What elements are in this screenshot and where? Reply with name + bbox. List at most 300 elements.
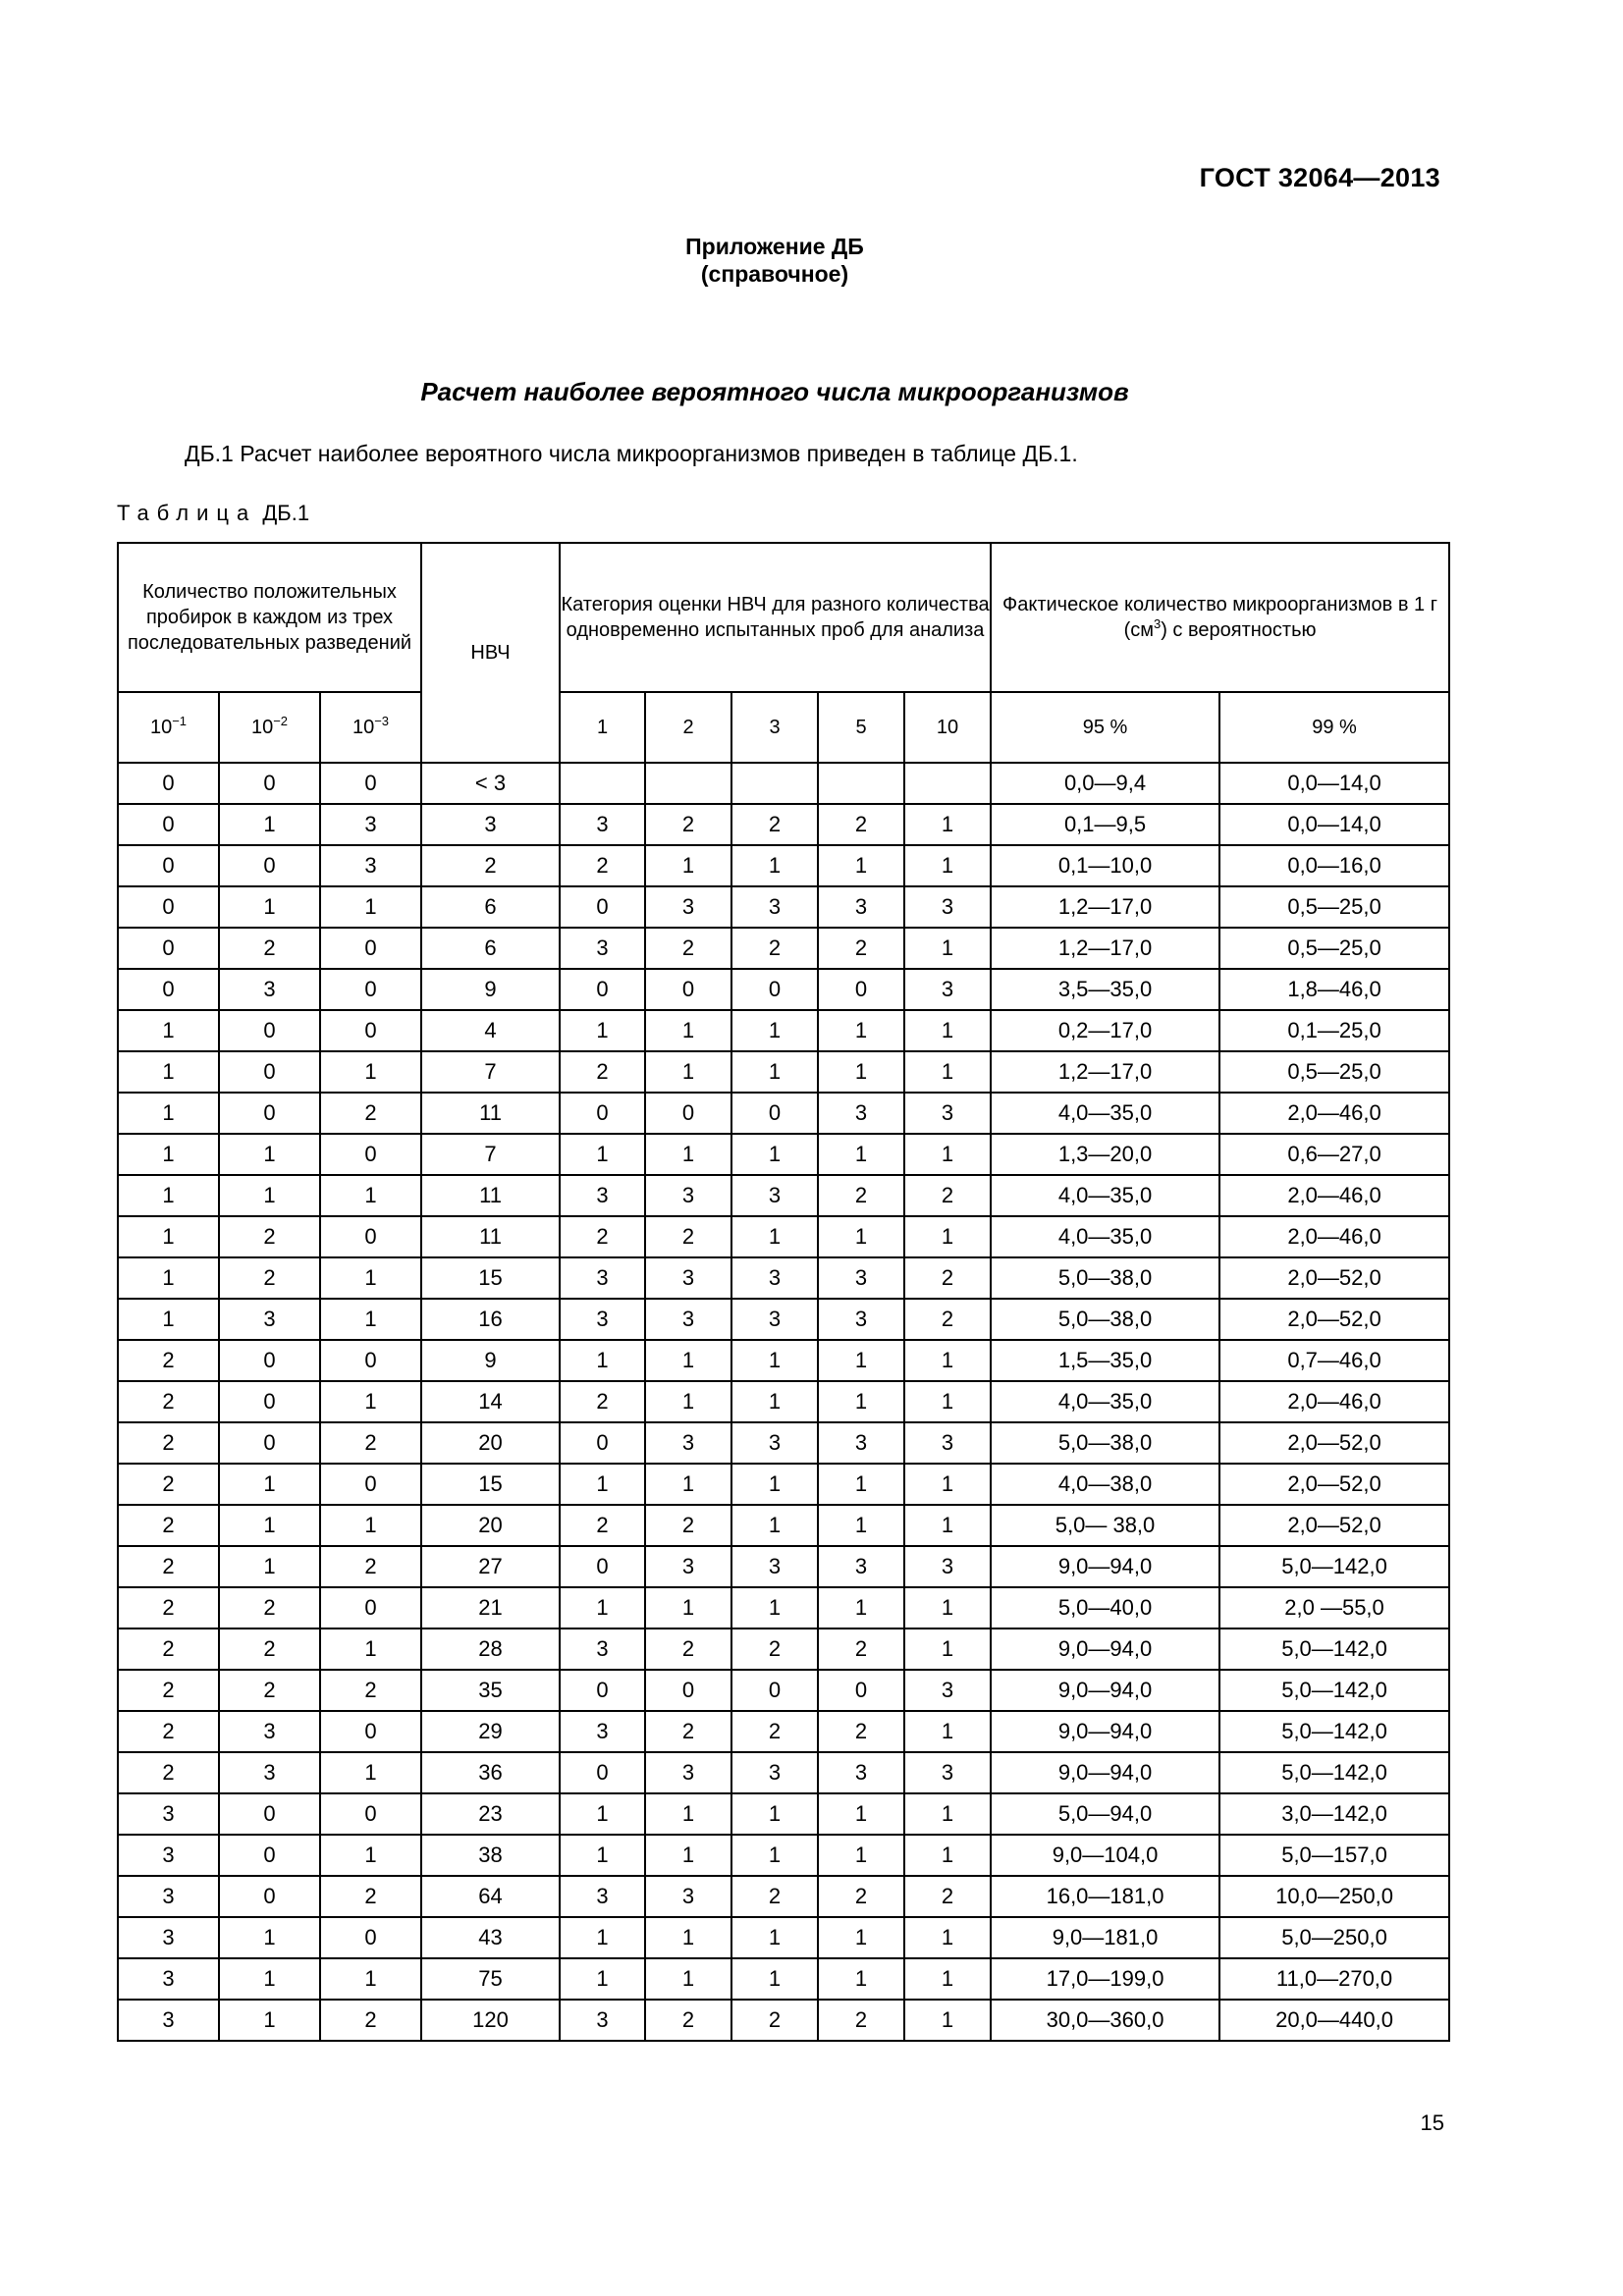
table-cell: 2 (904, 1876, 991, 1917)
table-cell: 1 (904, 928, 991, 969)
table-cell: 2 (560, 1505, 645, 1546)
table-cell: 0 (320, 763, 421, 804)
table-cell: 2,0—52,0 (1219, 1505, 1449, 1546)
table-cell: 0 (645, 1670, 731, 1711)
table-cell: 2 (320, 1422, 421, 1464)
table-cell: 2 (219, 928, 320, 969)
table-cell: 1 (645, 1010, 731, 1051)
table-cell: 1 (818, 1793, 904, 1835)
table-cell: 1 (560, 1340, 645, 1381)
table-row (118, 1876, 1449, 1917)
table-cell: 1,5—35,0 (991, 1340, 1219, 1381)
table-cell: 9,0—104,0 (991, 1835, 1219, 1876)
table-cell (560, 763, 645, 804)
table-cell (645, 763, 731, 804)
table-cell: 0 (219, 1381, 320, 1422)
table-cell: 0 (560, 886, 645, 928)
table-cell: 1 (731, 1010, 818, 1051)
table-cell: 3 (560, 1299, 645, 1340)
table-cell: 1 (904, 1587, 991, 1629)
appendix-label: Приложение ДБ (685, 234, 864, 259)
table-cell: 2 (645, 2000, 731, 2041)
table-cell: 2,0—46,0 (1219, 1093, 1449, 1134)
table-cell: 1 (818, 1216, 904, 1257)
table-cell: 1 (320, 1629, 421, 1670)
sample-count-header: 5 (818, 692, 904, 763)
table-row (118, 763, 1449, 804)
sample-count-header: 3 (731, 692, 818, 763)
table-cell: 3 (560, 804, 645, 845)
table-cell: 0 (118, 928, 219, 969)
table-row (118, 1793, 1449, 1835)
table-cell: 1 (731, 1464, 818, 1505)
table-cell: 3 (560, 1257, 645, 1299)
table-cell: 16,0—181,0 (991, 1876, 1219, 1917)
table-cell: 1 (818, 1587, 904, 1629)
table-cell: 0,6—27,0 (1219, 1134, 1449, 1175)
table-cell: 2 (904, 1257, 991, 1299)
table-cell: 2 (731, 804, 818, 845)
mpn-table (117, 542, 1450, 2042)
table-cell: 2 (219, 1670, 320, 1711)
table-cell: 3 (219, 969, 320, 1010)
table-cell: 4,0—35,0 (991, 1175, 1219, 1216)
table-cell: 1 (219, 804, 320, 845)
table-cell: 3 (818, 1299, 904, 1340)
table-row (118, 1340, 1449, 1381)
table-cell: 14 (421, 1381, 560, 1422)
table-cell: 7 (421, 1051, 560, 1093)
table-cell: 1 (731, 1381, 818, 1422)
table-cell: 1 (904, 1134, 991, 1175)
dilution-header: $10^{-1}$ (118, 692, 219, 763)
table-cell: 2 (818, 1175, 904, 1216)
table-cell: 9,0—94,0 (991, 1629, 1219, 1670)
table-cell: 1 (904, 2000, 991, 2041)
table-cell: 1,2—17,0 (991, 1051, 1219, 1093)
table-cell: 2 (219, 1216, 320, 1257)
table-cell: 2 (118, 1629, 219, 1670)
table-cell: 0 (560, 1752, 645, 1793)
table-cell: 1 (320, 1381, 421, 1422)
table-cell: 35 (421, 1670, 560, 1711)
table-cell: 1 (118, 1010, 219, 1051)
table-cell: 2 (645, 1711, 731, 1752)
table-cell: 9,0—94,0 (991, 1752, 1219, 1793)
table-cell: 1 (645, 1793, 731, 1835)
table-cell: 1 (731, 1134, 818, 1175)
table-cell: 3 (904, 1093, 991, 1134)
table-row (118, 2000, 1449, 2041)
table-cell: 3 (904, 1546, 991, 1587)
table-row (118, 886, 1449, 928)
sample-count-header: 2 (645, 692, 731, 763)
table-cell: 2 (645, 1505, 731, 1546)
table-cell: 1 (904, 1958, 991, 2000)
table-cell: 23 (421, 1793, 560, 1835)
table-cell: 0 (818, 969, 904, 1010)
table-cell: 1 (219, 1134, 320, 1175)
table-cell: 1 (118, 1093, 219, 1134)
table-cell: 3 (731, 1546, 818, 1587)
header-actual-count: Фактическое количество микроорганизмов в 1 г $(см^3)$ с вероятностью (991, 543, 1449, 692)
table-cell: 0 (320, 969, 421, 1010)
table-cell: 0 (560, 1670, 645, 1711)
table-cell: 2 (731, 2000, 818, 2041)
table-cell: 0,1—25,0 (1219, 1010, 1449, 1051)
table-cell: 1 (219, 886, 320, 928)
table-cell: 3 (421, 804, 560, 845)
table-cell: 0 (219, 763, 320, 804)
table-cell: 1 (731, 1958, 818, 2000)
table-cell: 2 (118, 1670, 219, 1711)
table-cell: 3 (118, 1835, 219, 1876)
table-cell: 0,5—25,0 (1219, 928, 1449, 969)
table-cell: 3 (645, 1876, 731, 1917)
table-cell: 1 (219, 1464, 320, 1505)
table-cell: 3 (645, 1752, 731, 1793)
table-cell: 1 (818, 1381, 904, 1422)
table-cell: 1 (904, 1340, 991, 1381)
table-cell: 3 (818, 1422, 904, 1464)
table-cell: 5,0—250,0 (1219, 1917, 1449, 1958)
table-cell: 0 (320, 1340, 421, 1381)
table-cell: 1 (118, 1175, 219, 1216)
table-row (118, 1216, 1449, 1257)
table-cell: 20 (421, 1422, 560, 1464)
table-cell: 27 (421, 1546, 560, 1587)
table-cell: 1 (904, 1381, 991, 1422)
table-cell: 0,0—14,0 (1219, 763, 1449, 804)
table-cell: 3 (560, 928, 645, 969)
table-cell: 2 (560, 1216, 645, 1257)
table-cell: 0 (645, 969, 731, 1010)
table-cell: 1 (818, 1340, 904, 1381)
table-cell: 1,2—17,0 (991, 928, 1219, 969)
table-cell: 3 (560, 1629, 645, 1670)
table-cell: 3,0—142,0 (1219, 1793, 1449, 1835)
table-cell: 2 (904, 1175, 991, 1216)
table-cell: 1 (320, 1257, 421, 1299)
table-cell: 2 (818, 1629, 904, 1670)
table-caption (117, 501, 309, 526)
table-row (118, 1629, 1449, 1670)
table-cell: 1 (320, 886, 421, 928)
standard-code: ГОСТ 32064—2013 (1199, 163, 1440, 192)
table-cell: 3 (904, 886, 991, 928)
table-row (118, 1051, 1449, 1093)
table-cell: 3 (118, 1917, 219, 1958)
table-cell: 3 (560, 1175, 645, 1216)
table-cell: 1 (904, 1505, 991, 1546)
table-cell: 1,2—17,0 (991, 886, 1219, 928)
table-cell: 3 (219, 1752, 320, 1793)
table-cell: 10,0—250,0 (1219, 1876, 1449, 1917)
table-cell: 0 (320, 1464, 421, 1505)
table-cell: 1 (645, 1051, 731, 1093)
table-cell: 1 (219, 1175, 320, 1216)
table-cell: 0 (320, 1917, 421, 1958)
table-cell: 3 (818, 1752, 904, 1793)
table-cell (818, 763, 904, 804)
table-row (118, 1010, 1449, 1051)
table-cell: 1 (560, 1010, 645, 1051)
table-cell: 30,0—360,0 (991, 2000, 1219, 2041)
table-cell: 3 (818, 1546, 904, 1587)
table-cell: 0 (320, 928, 421, 969)
table-cell: 1 (818, 1835, 904, 1876)
table-cell: 0 (219, 1010, 320, 1051)
table-cell: 2,0—52,0 (1219, 1299, 1449, 1340)
table-cell: 0 (731, 969, 818, 1010)
table-cell: 3 (731, 1299, 818, 1340)
table-cell: 1 (731, 1587, 818, 1629)
table-cell: 2 (731, 1629, 818, 1670)
table-row (118, 1422, 1449, 1464)
table-cell: 2 (118, 1587, 219, 1629)
table-cell: 2 (818, 1876, 904, 1917)
table-cell: 0 (320, 1793, 421, 1835)
intro-paragraph: ДБ.1 Расчет наиболее вероятного числа микроорганизмов приведен в таблице ДБ.1. (185, 441, 1078, 466)
table-cell: 0 (320, 1216, 421, 1257)
table-cell: 3 (320, 845, 421, 886)
table-row (118, 1505, 1449, 1546)
table-cell: 3 (560, 1711, 645, 1752)
dilution-header: $10^{-3}$ (320, 692, 421, 763)
probability-header: 95 % (991, 692, 1219, 763)
table-cell: 2 (645, 1216, 731, 1257)
table-caption-word: Таблица (117, 501, 257, 525)
table-cell: 0 (560, 1546, 645, 1587)
sample-count-header: 1 (560, 692, 645, 763)
table-cell: 0 (219, 1093, 320, 1134)
table-cell: 3 (904, 1670, 991, 1711)
table-cell: 5,0—38,0 (991, 1257, 1219, 1299)
table-cell: 1 (320, 1051, 421, 1093)
table-cell: 2 (818, 2000, 904, 2041)
table-cell: 1 (320, 1752, 421, 1793)
table-cell: 3 (904, 1422, 991, 1464)
table-cell: 0 (219, 1051, 320, 1093)
table-cell: 3 (645, 1546, 731, 1587)
table-cell: 0,5—25,0 (1219, 1051, 1449, 1093)
table-cell: 3 (904, 969, 991, 1010)
table-row (118, 1835, 1449, 1876)
appendix-note: (справочное) (700, 261, 849, 287)
table-cell: 20 (421, 1505, 560, 1546)
table-cell: 1 (904, 804, 991, 845)
table-cell: 3 (560, 1876, 645, 1917)
table-cell: 1 (645, 1381, 731, 1422)
table-cell: 0 (118, 886, 219, 928)
table-cell: 3 (645, 1422, 731, 1464)
table-cell: 2 (645, 928, 731, 969)
table-cell: 6 (421, 886, 560, 928)
table-row (118, 1381, 1449, 1422)
table-cell: 0 (320, 1711, 421, 1752)
table-cell: 9,0—94,0 (991, 1546, 1219, 1587)
table-cell: 0,7—46,0 (1219, 1340, 1449, 1381)
table-cell: 0 (645, 1093, 731, 1134)
table-cell: 9,0—181,0 (991, 1917, 1219, 1958)
table-cell: 2,0—46,0 (1219, 1381, 1449, 1422)
table-cell: 0,0—14,0 (1219, 804, 1449, 845)
table-cell: 5,0—40,0 (991, 1587, 1219, 1629)
table-row (118, 1958, 1449, 2000)
table-cell: 3 (219, 1711, 320, 1752)
table-cell: 2 (421, 845, 560, 886)
table-cell: 5,0—142,0 (1219, 1670, 1449, 1711)
table-cell: 2 (904, 1299, 991, 1340)
table-cell: 1 (904, 1051, 991, 1093)
table-cell: 1 (645, 1917, 731, 1958)
header-category: Категория оценки НВЧ для разного количества одновременно испытанных проб для анализа (560, 543, 991, 692)
table-cell: 2 (219, 1587, 320, 1629)
table-cell: 9,0—94,0 (991, 1670, 1219, 1711)
table-cell: 1 (731, 1505, 818, 1546)
table-cell: 2,0—52,0 (1219, 1422, 1449, 1464)
table-cell: 1 (560, 1464, 645, 1505)
table-cell: 0 (731, 1093, 818, 1134)
table-cell: 5,0—142,0 (1219, 1629, 1449, 1670)
table-cell: 4,0—35,0 (991, 1381, 1219, 1422)
table-cell: 0 (731, 1670, 818, 1711)
table-cell: 1 (219, 2000, 320, 2041)
table-cell: 4 (421, 1010, 560, 1051)
table-cell: 0 (219, 1793, 320, 1835)
table-cell: 1 (645, 1835, 731, 1876)
table-cell: 2 (560, 1381, 645, 1422)
table-cell: 0,1—9,5 (991, 804, 1219, 845)
table-cell: 1 (818, 1958, 904, 2000)
table-cell: 1 (645, 1587, 731, 1629)
table-cell: 36 (421, 1752, 560, 1793)
table-cell: 2 (560, 1051, 645, 1093)
table-cell: 4,0—35,0 (991, 1216, 1219, 1257)
table-cell: 1 (904, 1835, 991, 1876)
sample-count-header: 10 (904, 692, 991, 763)
table-cell: 38 (421, 1835, 560, 1876)
table-cell: 5,0—142,0 (1219, 1546, 1449, 1587)
table-cell: 3 (904, 1752, 991, 1793)
table-cell: 0 (560, 1422, 645, 1464)
table-cell: 0,0—9,4 (991, 763, 1219, 804)
table-cell: 0,5—25,0 (1219, 886, 1449, 928)
table-cell: 11 (421, 1175, 560, 1216)
table-cell: < 3 (421, 763, 560, 804)
table-cell: 3 (118, 2000, 219, 2041)
table-cell: 2 (320, 1670, 421, 1711)
table-cell: 3 (645, 1175, 731, 1216)
section-title: Расчет наиболее вероятного числа микроорганизмов (420, 377, 1129, 406)
table-cell: 0 (118, 845, 219, 886)
table-cell: 3 (219, 1299, 320, 1340)
table-cell: 64 (421, 1876, 560, 1917)
table-cell: 1 (320, 1505, 421, 1546)
table-cell: 2 (118, 1381, 219, 1422)
table-cell: 1 (320, 1175, 421, 1216)
table-cell: 1 (818, 1134, 904, 1175)
table-cell: 0,1—10,0 (991, 845, 1219, 886)
table-cell: 1 (219, 1546, 320, 1587)
table-cell: 7 (421, 1134, 560, 1175)
table-cell: 2 (645, 804, 731, 845)
table-cell: 1,8—46,0 (1219, 969, 1449, 1010)
page-number: 15 (1420, 2110, 1444, 2135)
table-cell: 1,3—20,0 (991, 1134, 1219, 1175)
table-cell: 3 (118, 1793, 219, 1835)
table-cell: 5,0—94,0 (991, 1793, 1219, 1835)
table-cell: 2 (731, 1711, 818, 1752)
table-cell: 1 (818, 1464, 904, 1505)
table-cell: 1 (320, 1835, 421, 1876)
table-cell: 1 (904, 1917, 991, 1958)
table-cell: 9 (421, 969, 560, 1010)
table-cell (731, 763, 818, 804)
table-cell: 2 (219, 1629, 320, 1670)
table-cell: 11 (421, 1216, 560, 1257)
table-cell: 1 (118, 1216, 219, 1257)
table-cell: 1 (560, 1958, 645, 2000)
table-cell: 1 (904, 845, 991, 886)
table-cell: 1 (904, 1793, 991, 1835)
table-cell: 28 (421, 1629, 560, 1670)
table-row (118, 1175, 1449, 1216)
table-cell: 3 (731, 1752, 818, 1793)
table-cell: 17,0—199,0 (991, 1958, 1219, 2000)
table-cell: 5,0—157,0 (1219, 1835, 1449, 1876)
table-cell: 2 (818, 804, 904, 845)
table-cell: 1 (731, 1051, 818, 1093)
table-caption-id: ДБ.1 (262, 501, 310, 525)
table-cell: 3 (118, 1958, 219, 2000)
table-cell: 43 (421, 1917, 560, 1958)
table-cell: 11 (421, 1093, 560, 1134)
table-cell: 21 (421, 1587, 560, 1629)
table-row (118, 1134, 1449, 1175)
table-cell: 2 (731, 1876, 818, 1917)
table-cell: 1 (219, 1958, 320, 2000)
table-cell: 3 (818, 886, 904, 928)
table-cell: 1 (645, 1340, 731, 1381)
appendix-heading (0, 233, 1549, 288)
table-cell: 1 (118, 1134, 219, 1175)
table-cell: 3 (320, 804, 421, 845)
table-cell: 2 (118, 1546, 219, 1587)
table-cell: 2 (118, 1711, 219, 1752)
table-cell: 1 (645, 1958, 731, 2000)
table-cell: 4,0—35,0 (991, 1093, 1219, 1134)
table-cell: 1 (118, 1299, 219, 1340)
table-cell: 0 (320, 1134, 421, 1175)
table-cell: 3 (731, 886, 818, 928)
table-cell: 5,0—38,0 (991, 1299, 1219, 1340)
table-cell: 1 (731, 1917, 818, 1958)
table-cell: 1 (320, 1958, 421, 2000)
table-cell: 1 (320, 1299, 421, 1340)
table-cell: 1 (560, 1134, 645, 1175)
table-cell: 1 (904, 1010, 991, 1051)
table-cell: 1 (118, 1257, 219, 1299)
table-cell: 0 (118, 763, 219, 804)
table-cell: 2,0—46,0 (1219, 1216, 1449, 1257)
table-cell: 4,0—38,0 (991, 1464, 1219, 1505)
table-cell: 3 (731, 1422, 818, 1464)
table-cell: 1 (818, 1917, 904, 1958)
table-cell: 1 (818, 1505, 904, 1546)
table-cell: 15 (421, 1257, 560, 1299)
table-cell: 1 (904, 1464, 991, 1505)
